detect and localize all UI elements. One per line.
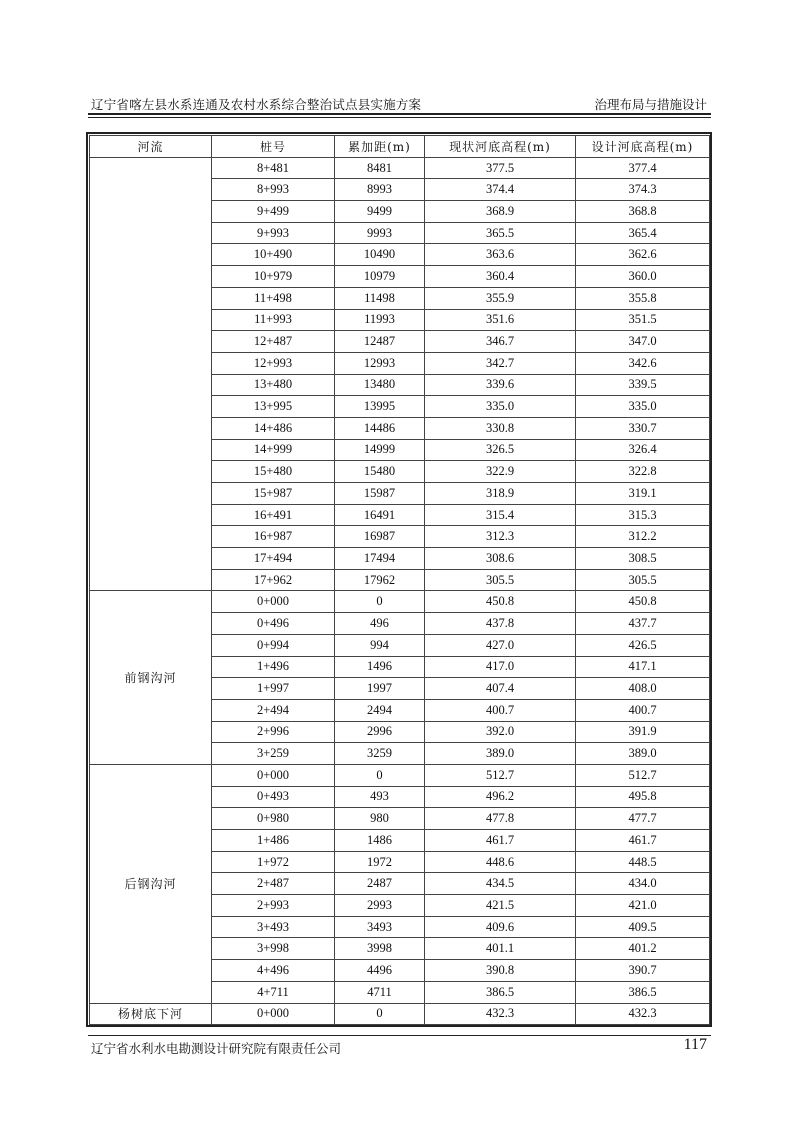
table-row bbox=[90, 1003, 710, 1025]
col-header-station: 桩号 bbox=[212, 136, 335, 158]
cumulative-distance-cell: 11993 bbox=[335, 309, 425, 331]
station-cell: 2+494 bbox=[212, 699, 335, 721]
cumulative-distance-cell: 10490 bbox=[335, 244, 425, 266]
current-bed-elevation-cell: 368.9 bbox=[425, 201, 576, 223]
design-bed-elevation-cell: 335.0 bbox=[576, 396, 710, 418]
station-cell: 2+996 bbox=[212, 721, 335, 743]
col-header-design-bed-elevation: 设计河底高程(m) bbox=[576, 136, 710, 158]
footer-org: 辽宁省水利水电勘测设计研究院有限责任公司 bbox=[91, 1041, 342, 1056]
station-cell: 3+493 bbox=[212, 916, 335, 938]
table-header-row bbox=[90, 136, 710, 158]
design-bed-elevation-cell: 426.5 bbox=[576, 634, 710, 656]
cumulative-distance-cell: 16987 bbox=[335, 526, 425, 548]
cumulative-distance-cell: 3493 bbox=[335, 916, 425, 938]
current-bed-elevation-cell: 363.6 bbox=[425, 244, 576, 266]
station-cell: 10+490 bbox=[212, 244, 335, 266]
current-bed-elevation-cell: 386.5 bbox=[425, 981, 576, 1003]
design-bed-elevation-cell: 390.7 bbox=[576, 960, 710, 982]
cumulative-distance-cell: 1972 bbox=[335, 851, 425, 873]
design-bed-elevation-cell: 450.8 bbox=[576, 591, 710, 613]
cumulative-distance-cell: 0 bbox=[335, 591, 425, 613]
current-bed-elevation-cell: 342.7 bbox=[425, 352, 576, 374]
cumulative-distance-cell: 12487 bbox=[335, 331, 425, 353]
design-bed-elevation-cell: 461.7 bbox=[576, 830, 710, 852]
station-cell: 13+995 bbox=[212, 396, 335, 418]
station-cell: 1+997 bbox=[212, 678, 335, 700]
current-bed-elevation-cell: 390.8 bbox=[425, 960, 576, 982]
station-cell: 3+998 bbox=[212, 938, 335, 960]
design-bed-elevation-cell: 312.2 bbox=[576, 526, 710, 548]
cumulative-distance-cell: 12993 bbox=[335, 352, 425, 374]
current-bed-elevation-cell: 318.9 bbox=[425, 483, 576, 505]
current-bed-elevation-cell: 421.5 bbox=[425, 895, 576, 917]
station-cell: 3+259 bbox=[212, 743, 335, 765]
station-cell: 0+994 bbox=[212, 634, 335, 656]
col-header-river: 河流 bbox=[90, 136, 212, 158]
cumulative-distance-cell: 4711 bbox=[335, 981, 425, 1003]
current-bed-elevation-cell: 461.7 bbox=[425, 830, 576, 852]
cumulative-distance-cell: 2996 bbox=[335, 721, 425, 743]
design-bed-elevation-cell: 362.6 bbox=[576, 244, 710, 266]
current-bed-elevation-cell: 330.8 bbox=[425, 417, 576, 439]
current-bed-elevation-cell: 339.6 bbox=[425, 374, 576, 396]
cumulative-distance-cell: 16491 bbox=[335, 504, 425, 526]
design-bed-elevation-cell: 401.2 bbox=[576, 938, 710, 960]
station-cell: 8+481 bbox=[212, 157, 335, 179]
cumulative-distance-cell: 4496 bbox=[335, 960, 425, 982]
design-bed-elevation-cell: 386.5 bbox=[576, 981, 710, 1003]
current-bed-elevation-cell: 401.1 bbox=[425, 938, 576, 960]
station-cell: 0+000 bbox=[212, 1003, 335, 1025]
current-bed-elevation-cell: 432.3 bbox=[425, 1003, 576, 1025]
station-cell: 9+993 bbox=[212, 222, 335, 244]
header-section: 治理布局与措施设计 bbox=[594, 97, 707, 112]
design-bed-elevation-cell: 391.9 bbox=[576, 721, 710, 743]
design-bed-elevation-cell: 408.0 bbox=[576, 678, 710, 700]
station-cell: 17+962 bbox=[212, 569, 335, 591]
cumulative-distance-cell: 1486 bbox=[335, 830, 425, 852]
station-cell: 16+491 bbox=[212, 504, 335, 526]
design-bed-elevation-cell: 437.7 bbox=[576, 613, 710, 635]
design-bed-elevation-cell: 432.3 bbox=[576, 1003, 710, 1025]
cumulative-distance-cell: 2993 bbox=[335, 895, 425, 917]
cumulative-distance-cell: 9499 bbox=[335, 201, 425, 223]
col-header-current-bed-elevation: 现状河底高程(m) bbox=[425, 136, 576, 158]
station-cell: 15+480 bbox=[212, 461, 335, 483]
river-name-cell: 前钢沟河 bbox=[90, 591, 212, 765]
current-bed-elevation-cell: 389.0 bbox=[425, 743, 576, 765]
current-bed-elevation-cell: 417.0 bbox=[425, 656, 576, 678]
current-bed-elevation-cell: 377.5 bbox=[425, 157, 576, 179]
station-cell: 4+496 bbox=[212, 960, 335, 982]
design-bed-elevation-cell: 360.0 bbox=[576, 266, 710, 288]
table-row bbox=[90, 764, 710, 786]
cumulative-distance-cell: 13480 bbox=[335, 374, 425, 396]
current-bed-elevation-cell: 448.6 bbox=[425, 851, 576, 873]
station-cell: 14+999 bbox=[212, 439, 335, 461]
cumulative-distance-cell: 17962 bbox=[335, 569, 425, 591]
cumulative-distance-cell: 980 bbox=[335, 808, 425, 830]
station-cell: 0+000 bbox=[212, 764, 335, 786]
design-bed-elevation-cell: 421.0 bbox=[576, 895, 710, 917]
cumulative-distance-cell: 493 bbox=[335, 786, 425, 808]
station-cell: 1+486 bbox=[212, 830, 335, 852]
design-bed-elevation-cell: 322.8 bbox=[576, 461, 710, 483]
cumulative-distance-cell: 1997 bbox=[335, 678, 425, 700]
design-bed-elevation-cell: 448.5 bbox=[576, 851, 710, 873]
current-bed-elevation-cell: 496.2 bbox=[425, 786, 576, 808]
cumulative-distance-cell: 3259 bbox=[335, 743, 425, 765]
cumulative-distance-cell: 8993 bbox=[335, 179, 425, 201]
station-cell: 12+993 bbox=[212, 352, 335, 374]
design-bed-elevation-cell: 308.5 bbox=[576, 548, 710, 570]
design-bed-elevation-cell: 330.7 bbox=[576, 417, 710, 439]
current-bed-elevation-cell: 437.8 bbox=[425, 613, 576, 635]
design-bed-elevation-cell: 347.0 bbox=[576, 331, 710, 353]
design-bed-elevation-cell: 389.0 bbox=[576, 743, 710, 765]
elevation-table bbox=[89, 135, 710, 1025]
design-bed-elevation-cell: 377.4 bbox=[576, 157, 710, 179]
cumulative-distance-cell: 15480 bbox=[335, 461, 425, 483]
current-bed-elevation-cell: 365.5 bbox=[425, 222, 576, 244]
current-bed-elevation-cell: 392.0 bbox=[425, 721, 576, 743]
current-bed-elevation-cell: 312.3 bbox=[425, 526, 576, 548]
station-cell: 12+487 bbox=[212, 331, 335, 353]
design-bed-elevation-cell: 342.6 bbox=[576, 352, 710, 374]
cumulative-distance-cell: 1496 bbox=[335, 656, 425, 678]
station-cell: 2+993 bbox=[212, 895, 335, 917]
cumulative-distance-cell: 496 bbox=[335, 613, 425, 635]
station-cell: 11+498 bbox=[212, 287, 335, 309]
design-bed-elevation-cell: 315.3 bbox=[576, 504, 710, 526]
design-bed-elevation-cell: 355.8 bbox=[576, 287, 710, 309]
river-name-cell bbox=[90, 157, 212, 591]
current-bed-elevation-cell: 346.7 bbox=[425, 331, 576, 353]
cumulative-distance-cell: 15987 bbox=[335, 483, 425, 505]
page-number: 117 bbox=[683, 1036, 707, 1053]
river-name-cell: 杨树底下河 bbox=[90, 1003, 212, 1025]
design-bed-elevation-cell: 417.1 bbox=[576, 656, 710, 678]
current-bed-elevation-cell: 407.4 bbox=[425, 678, 576, 700]
design-bed-elevation-cell: 495.8 bbox=[576, 786, 710, 808]
station-cell: 0+496 bbox=[212, 613, 335, 635]
table-row bbox=[90, 157, 710, 179]
design-bed-elevation-cell: 477.7 bbox=[576, 808, 710, 830]
cumulative-distance-cell: 994 bbox=[335, 634, 425, 656]
station-cell: 11+993 bbox=[212, 309, 335, 331]
cumulative-distance-cell: 17494 bbox=[335, 548, 425, 570]
cumulative-distance-cell: 13995 bbox=[335, 396, 425, 418]
design-bed-elevation-cell: 409.5 bbox=[576, 916, 710, 938]
cumulative-distance-cell: 14999 bbox=[335, 439, 425, 461]
cumulative-distance-cell: 0 bbox=[335, 1003, 425, 1025]
design-bed-elevation-cell: 351.5 bbox=[576, 309, 710, 331]
current-bed-elevation-cell: 400.7 bbox=[425, 699, 576, 721]
cumulative-distance-cell: 2487 bbox=[335, 873, 425, 895]
station-cell: 1+496 bbox=[212, 656, 335, 678]
current-bed-elevation-cell: 305.5 bbox=[425, 569, 576, 591]
station-cell: 0+000 bbox=[212, 591, 335, 613]
footer-rule bbox=[88, 1035, 711, 1036]
station-cell: 8+993 bbox=[212, 179, 335, 201]
current-bed-elevation-cell: 450.8 bbox=[425, 591, 576, 613]
design-bed-elevation-cell: 339.5 bbox=[576, 374, 710, 396]
station-cell: 4+711 bbox=[212, 981, 335, 1003]
cumulative-distance-cell: 10979 bbox=[335, 266, 425, 288]
current-bed-elevation-cell: 434.5 bbox=[425, 873, 576, 895]
cumulative-distance-cell: 0 bbox=[335, 764, 425, 786]
current-bed-elevation-cell: 335.0 bbox=[425, 396, 576, 418]
station-cell: 14+486 bbox=[212, 417, 335, 439]
header-title: 辽宁省喀左县水系连通及农村水系综合整治试点县实施方案 bbox=[91, 97, 422, 112]
cumulative-distance-cell: 11498 bbox=[335, 287, 425, 309]
current-bed-elevation-cell: 308.6 bbox=[425, 548, 576, 570]
station-cell: 0+980 bbox=[212, 808, 335, 830]
design-bed-elevation-cell: 512.7 bbox=[576, 764, 710, 786]
design-bed-elevation-cell: 326.4 bbox=[576, 439, 710, 461]
design-bed-elevation-cell: 400.7 bbox=[576, 699, 710, 721]
current-bed-elevation-cell: 512.7 bbox=[425, 764, 576, 786]
station-cell: 2+487 bbox=[212, 873, 335, 895]
design-bed-elevation-cell: 319.1 bbox=[576, 483, 710, 505]
cumulative-distance-cell: 2494 bbox=[335, 699, 425, 721]
river-name-cell: 后钢沟河 bbox=[90, 764, 212, 1003]
station-cell: 17+494 bbox=[212, 548, 335, 570]
current-bed-elevation-cell: 315.4 bbox=[425, 504, 576, 526]
design-bed-elevation-cell: 434.0 bbox=[576, 873, 710, 895]
current-bed-elevation-cell: 322.9 bbox=[425, 461, 576, 483]
station-cell: 15+987 bbox=[212, 483, 335, 505]
table-body bbox=[90, 157, 710, 1025]
current-bed-elevation-cell: 326.5 bbox=[425, 439, 576, 461]
current-bed-elevation-cell: 427.0 bbox=[425, 634, 576, 656]
col-header-cumulative-distance: 累加距(m) bbox=[335, 136, 425, 158]
design-bed-elevation-cell: 368.8 bbox=[576, 201, 710, 223]
cumulative-distance-cell: 9993 bbox=[335, 222, 425, 244]
current-bed-elevation-cell: 374.4 bbox=[425, 179, 576, 201]
design-bed-elevation-cell: 365.4 bbox=[576, 222, 710, 244]
cumulative-distance-cell: 3998 bbox=[335, 938, 425, 960]
cumulative-distance-cell: 8481 bbox=[335, 157, 425, 179]
station-cell: 10+979 bbox=[212, 266, 335, 288]
cumulative-distance-cell: 14486 bbox=[335, 417, 425, 439]
station-cell: 13+480 bbox=[212, 374, 335, 396]
header-rule-thin bbox=[88, 117, 711, 118]
station-cell: 1+972 bbox=[212, 851, 335, 873]
current-bed-elevation-cell: 355.9 bbox=[425, 287, 576, 309]
station-cell: 0+493 bbox=[212, 786, 335, 808]
current-bed-elevation-cell: 351.6 bbox=[425, 309, 576, 331]
current-bed-elevation-cell: 409.6 bbox=[425, 916, 576, 938]
current-bed-elevation-cell: 477.8 bbox=[425, 808, 576, 830]
design-bed-elevation-cell: 305.5 bbox=[576, 569, 710, 591]
table-row bbox=[90, 591, 710, 613]
station-cell: 9+499 bbox=[212, 201, 335, 223]
header-rule-thick bbox=[88, 113, 711, 115]
design-bed-elevation-cell: 374.3 bbox=[576, 179, 710, 201]
current-bed-elevation-cell: 360.4 bbox=[425, 266, 576, 288]
station-cell: 16+987 bbox=[212, 526, 335, 548]
